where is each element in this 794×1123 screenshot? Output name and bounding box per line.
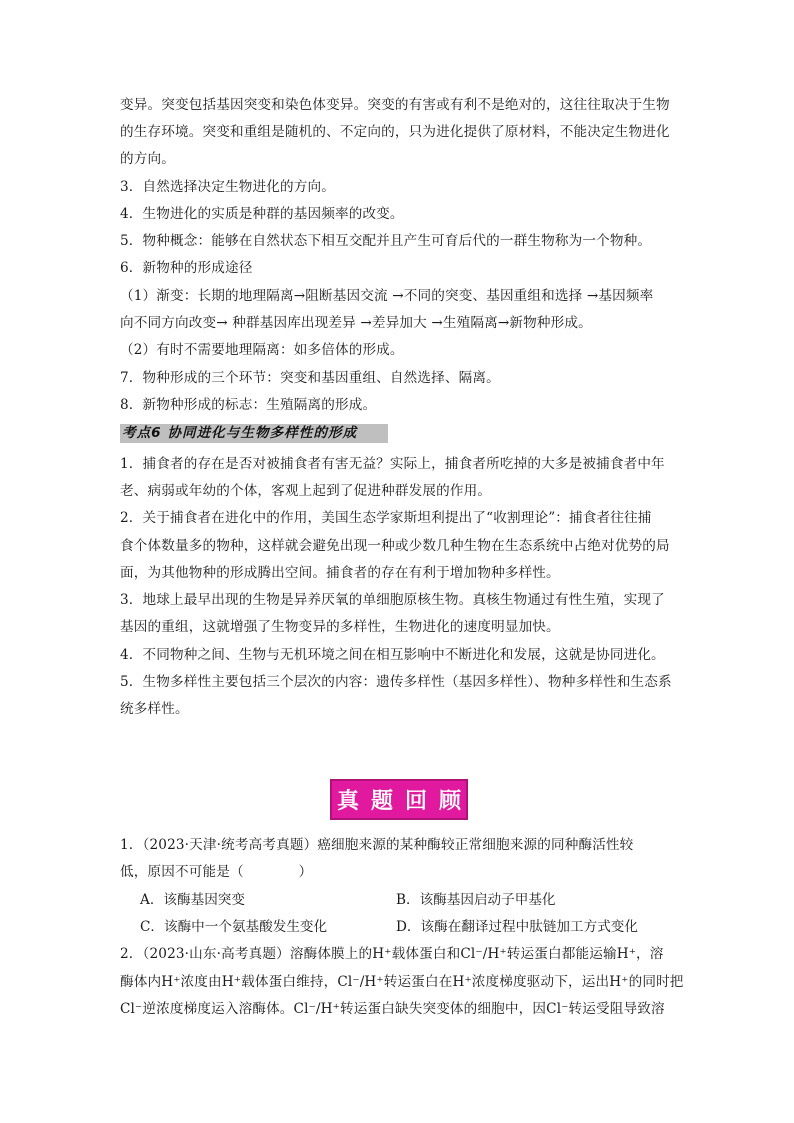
text-line: 统多样性。 [120, 701, 189, 717]
question-1-stem: 1．（2023·天津·统考高考真题）癌细胞来源的某种酶较正常细胞来源的同种酶活性较 [120, 837, 634, 853]
text-line: 2．关于捕食者在进化中的作用，美国生态学家斯坦利提出了“收割理论”：捕食者往往捕 [120, 510, 652, 526]
text-line: 7．物种形成的三个环节：突变和基因重组、自然选择、隔离。 [120, 370, 500, 386]
text-line: （1）渐变：长期的地理隔离→阻断基因交流 →不同的突变、基因重组和选择 →基因频率 [120, 288, 654, 304]
question-2-stem: Cl⁻逆浓度梯度运入溶酶体。Cl⁻/H⁺转运蛋白缺失突变体的细胞中，因Cl⁻转运受阻导致溶 [120, 1001, 665, 1017]
text-line: 的方向。 [120, 151, 175, 167]
section-heading [120, 424, 388, 443]
text-line: 8．新物种形成的标志：生殖隔离的形成。 [120, 397, 377, 413]
text-line: 的生存环境。突变和重组是随机的、不定向的，只为进化提供了原材料，不能决定生物进化 [120, 124, 670, 140]
question-1-option-b: B．该酶基因启动子甲基化 [396, 892, 556, 908]
text-line: 4．不同物种之间、生物与无机环境之间在相互影响中不断进化和发展，这就是协同进化。 [120, 647, 665, 663]
question-1-option-c: C．该酶中一个氨基酸发生变化 [140, 919, 328, 935]
text-line: 食个体数量多的物种，这样就会避免出现一种或少数几种生物在生态系统中占绝对优势的局 [120, 538, 670, 554]
review-banner [330, 779, 474, 820]
text-line: 变异。突变包括基因突变和染色体变异。突变的有害或有利不是绝对的，这往往取决于生物 [120, 97, 670, 113]
text-line: 基因的重组，这就增强了生物变异的多样性，生物进化的速度明显加快。 [120, 619, 560, 635]
text-line: 5．生物多样性主要包括三个层次的内容：遗传多样性（基因多样性）、物种多样性和生态系 [120, 674, 672, 690]
text-line: 1．捕食者的存在是否对被捕食者有害无益？实际上，捕食者所吃掉的大多是被捕食者中年 [120, 456, 665, 472]
text-line: 5．物种概念：能够在自然状态下相互交配并且产生可育后代的一群生物称为一个物种。 [120, 233, 652, 249]
text-line: 向不同方向改变→ 种群基因库出现差异 →差异加大 →生殖隔离→新物种形成。 [120, 315, 592, 331]
text-line: 6．新物种的形成途径 [120, 260, 253, 276]
text-line: 4．生物进化的实质是种群的基因频率的改变。 [120, 206, 404, 222]
text-line: 3．地球上最早出现的生物是异养厌氧的单细胞原核生物。真核生物通过有性生殖，实现了 [120, 592, 665, 608]
question-1-option-a: A．该酶基因突变 [140, 892, 245, 908]
text-line: 3．自然选择决定生物进化的方向。 [120, 179, 335, 195]
section-heading-text: 考点6 协同进化与生物多样性的形成 [122, 425, 358, 441]
question-1-option-d: D．该酶在翻译过程中肽链加工方式变化 [396, 919, 638, 935]
question-2-stem: 2．（2023·山东·高考真题）溶酶体膜上的H⁺载体蛋白和Cl⁻/H⁺转运蛋白都能运输H⁺，溶 [120, 946, 664, 962]
review-banner-text: 真题回顾 [337, 789, 474, 814]
text-line: （2）有时不需要地理隔离：如多倍体的形成。 [120, 342, 404, 358]
question-1-stem: 低，原因不可能是（ ） [120, 864, 313, 880]
text-line: 老、病弱或年幼的个体，客观上起到了促进种群发展的作用。 [120, 483, 492, 499]
question-2-stem: 酶体内H⁺浓度由H⁺载体蛋白维持，Cl⁻/H⁺转运蛋白在H⁺浓度梯度驱动下，运出H⁺的同时把 [120, 974, 684, 990]
text-line: 面，为其他物种的形成腾出空间。捕食者的存在有利于增加物种多样性。 [120, 565, 560, 581]
